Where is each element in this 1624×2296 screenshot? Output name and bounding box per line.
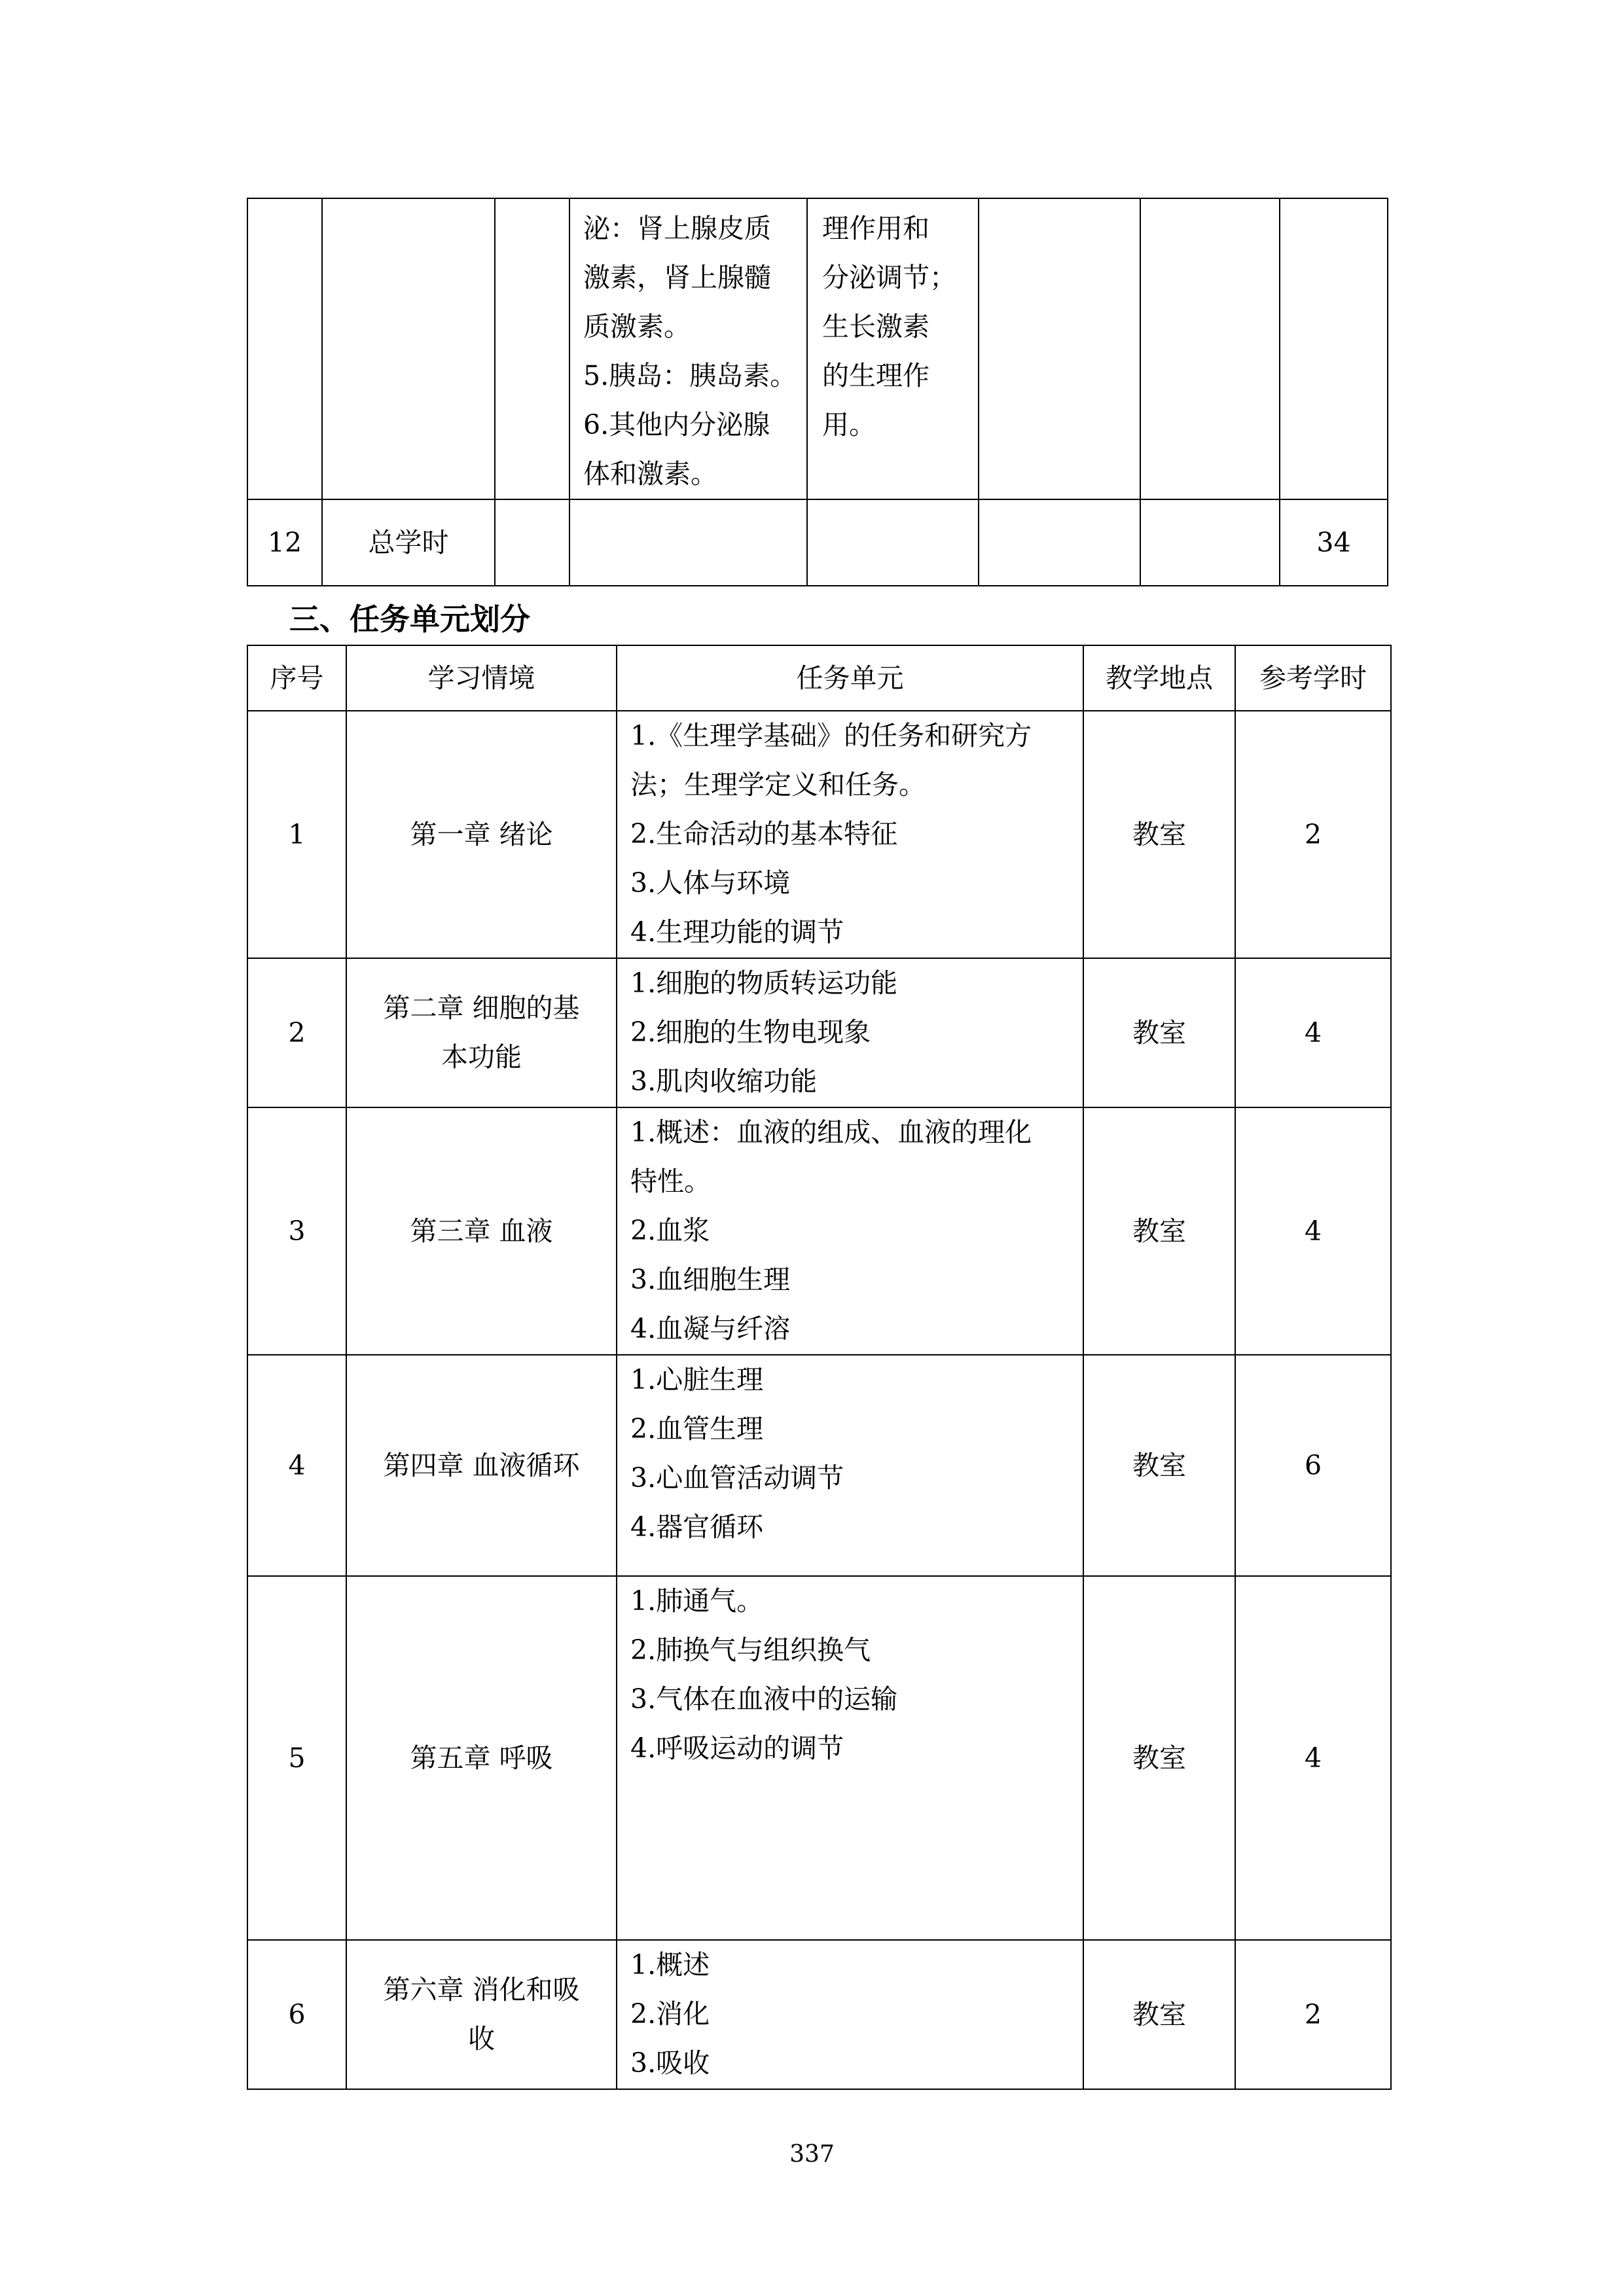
header-task-unit: 任务单元 <box>617 645 1083 711</box>
row-hours: 4 <box>1235 1107 1391 1355</box>
content-line: 质激素。 <box>583 311 691 342</box>
content-line: 体和激素。 <box>583 458 717 490</box>
task-line: 4.生理功能的调节 <box>630 916 844 948</box>
task-line: 2.生命活动的基本特征 <box>630 818 898 850</box>
row-situation <box>346 1107 617 1355</box>
continued-row <box>247 198 1388 499</box>
row-location: 教室 <box>1083 711 1235 958</box>
total-number: 12 <box>247 499 322 586</box>
empty-cell <box>979 499 1140 586</box>
row-tasks <box>617 1107 1083 1355</box>
table-row <box>247 1107 1391 1355</box>
row-hours: 2 <box>1235 1940 1391 2089</box>
empty-cell <box>495 198 569 499</box>
task-line: 4.器官循环 <box>630 1511 764 1543</box>
empty-cell <box>495 499 569 586</box>
content-cell <box>569 198 807 499</box>
total-label: 总学时 <box>322 499 495 586</box>
row-index: 2 <box>247 958 346 1107</box>
situation-line: 第一章 绪论 <box>410 818 553 850</box>
row-tasks <box>617 711 1083 958</box>
situation-line: 本功能 <box>441 1041 522 1073</box>
task-line: 4.呼吸运动的调节 <box>630 1732 844 1764</box>
row-location: 教室 <box>1083 1355 1235 1576</box>
task-line: 特性。 <box>630 1166 711 1197</box>
task-line: 法；生理学定义和任务。 <box>630 769 926 800</box>
task-line: 2.血浆 <box>630 1215 710 1246</box>
header-index: 序号 <box>247 645 346 711</box>
task-line: 1.细胞的物质转运功能 <box>630 967 898 999</box>
empty-cell <box>322 198 495 499</box>
situation-line: 第五章 呼吸 <box>410 1742 553 1774</box>
total-row <box>247 499 1388 586</box>
task-line: 2.细胞的生物电现象 <box>630 1016 871 1048</box>
task-line: 2.肺换气与组织换气 <box>630 1634 871 1666</box>
row-situation <box>346 711 617 958</box>
requirement-cell <box>807 198 979 499</box>
empty-cell <box>807 499 979 586</box>
section-heading: 三、任务单元划分 <box>289 601 530 637</box>
task-line: 4.血凝与纤溶 <box>630 1313 791 1344</box>
requirement-line: 生长激素 <box>822 311 929 342</box>
task-line: 3.血细胞生理 <box>630 1264 791 1295</box>
row-hours: 2 <box>1235 711 1391 958</box>
row-situation <box>346 1576 617 1940</box>
row-index: 5 <box>247 1576 346 1940</box>
table-row <box>247 711 1391 958</box>
task-line: 1.心脏生理 <box>630 1364 764 1395</box>
empty-cell <box>1280 198 1388 499</box>
task-line: 2.血管生理 <box>630 1413 764 1444</box>
row-tasks <box>617 1355 1083 1576</box>
content-line: 泌：肾上腺皮质 <box>583 213 771 244</box>
situation-line: 第四章 血液循环 <box>383 1449 580 1481</box>
row-location: 教室 <box>1083 958 1235 1107</box>
task-unit-table <box>247 645 1392 2090</box>
row-index: 1 <box>247 711 346 958</box>
table-row <box>247 1355 1391 1576</box>
task-line: 3.气体在血液中的运输 <box>630 1683 898 1715</box>
situation-line: 第六章 消化和吸 <box>383 1974 580 2005</box>
row-index: 6 <box>247 1940 346 2089</box>
empty-cell <box>979 198 1140 499</box>
empty-cell <box>1140 198 1280 499</box>
task-line: 1.肺通气。 <box>630 1585 764 1617</box>
requirement-line: 的生理作 <box>822 360 929 391</box>
page-number: 337 <box>789 2141 835 2168</box>
row-tasks <box>617 958 1083 1107</box>
row-hours: 6 <box>1235 1355 1391 1576</box>
requirement-line: 用。 <box>822 409 876 440</box>
requirement-line: 理作用和 <box>822 213 929 244</box>
row-location: 教室 <box>1083 1107 1235 1355</box>
situation-line: 第二章 细胞的基 <box>383 992 580 1024</box>
row-hours: 4 <box>1235 958 1391 1107</box>
row-index: 4 <box>247 1355 346 1576</box>
table-row <box>247 958 1391 1107</box>
row-index: 3 <box>247 1107 346 1355</box>
table-row <box>247 1576 1391 1940</box>
continuation-table <box>247 198 1388 586</box>
empty-cell <box>247 198 322 499</box>
task-line: 2.消化 <box>630 1998 710 2030</box>
header-situation: 学习情境 <box>346 645 617 711</box>
row-situation <box>346 1355 617 1576</box>
header-hours: 参考学时 <box>1235 645 1391 711</box>
situation-line: 第三章 血液 <box>410 1215 553 1247</box>
row-location: 教室 <box>1083 1940 1235 2089</box>
task-line: 1.《生理学基础》的任务和研究方 <box>630 720 1032 751</box>
task-line: 1.概述：血液的组成、血液的理化 <box>630 1117 1032 1148</box>
row-tasks <box>617 1576 1083 1940</box>
total-hours: 34 <box>1280 499 1388 586</box>
task-line: 3.肌肉收缩功能 <box>630 1066 818 1097</box>
row-situation <box>346 958 617 1107</box>
content-line: 激素，肾上腺髓 <box>583 262 771 293</box>
situation-line: 收 <box>468 2023 495 2054</box>
table-header-row <box>247 645 1391 711</box>
requirement-line: 分泌调节； <box>822 262 956 293</box>
empty-cell <box>1140 499 1280 586</box>
task-line: 1.概述 <box>630 1949 710 1981</box>
table-row <box>247 1940 1391 2089</box>
task-line: 3.心血管活动调节 <box>630 1462 844 1494</box>
content-line: 5.胰岛：胰岛素。 <box>583 360 797 391</box>
row-hours: 4 <box>1235 1576 1391 1940</box>
content-line: 6.其他内分泌腺 <box>583 409 770 440</box>
empty-cell <box>569 499 807 586</box>
row-location: 教室 <box>1083 1576 1235 1940</box>
header-location: 教学地点 <box>1083 645 1235 711</box>
task-line: 3.人体与环境 <box>630 867 791 899</box>
task-line: 3.吸收 <box>630 2047 710 2079</box>
row-situation <box>346 1940 617 2089</box>
row-tasks <box>617 1940 1083 2089</box>
